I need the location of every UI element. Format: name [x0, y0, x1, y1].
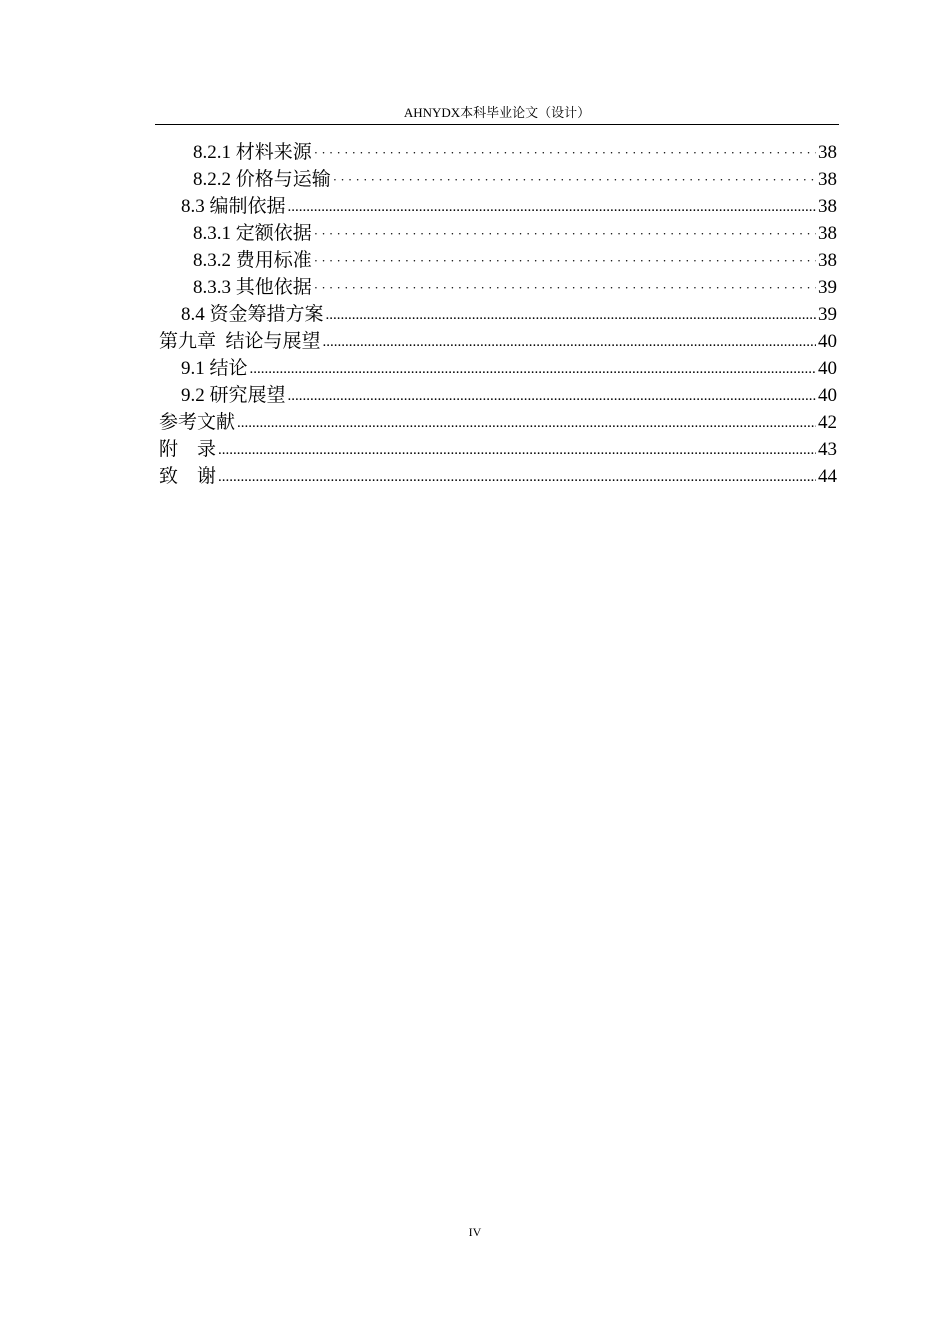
toc-entry-label: 致 谢 [159, 466, 217, 487]
toc-entry-label: 8.2.2 价格与运输 [193, 169, 331, 190]
toc-leader-dots [314, 247, 816, 274]
toc-entry-appendix[interactable] [159, 437, 837, 464]
page-number: IV [468, 1225, 482, 1239]
toc-entry-label: 8.2.1 材料来源 [193, 142, 312, 163]
toc-entry-8-3-2[interactable] [159, 248, 837, 275]
toc-entry-page: 38 [818, 250, 837, 271]
toc-entry-label: 8.3 编制依据 [181, 196, 286, 217]
toc-entry-label: 附 录 [159, 439, 217, 460]
toc-entry-label: 8.4 资金筹措方案 [181, 304, 324, 325]
toc-entry-label: 第九章 结论与展望 [159, 331, 321, 352]
toc-entry-label: 8.3.2 费用标准 [193, 250, 312, 271]
toc-entry-page: 40 [818, 358, 837, 379]
running-header: AHNYDX本科毕业论文（设计） [403, 105, 591, 120]
toc-entry-8-3[interactable] [159, 194, 837, 221]
toc-entry-label: 8.3.3 其他依据 [193, 277, 312, 298]
toc-entry-page: 43 [818, 439, 837, 460]
toc-entry-page: 39 [818, 277, 837, 298]
toc-leader-dots [237, 409, 816, 436]
toc-entry-page: 38 [818, 142, 837, 163]
toc-entry-9-1[interactable] [159, 356, 837, 383]
toc-entry-8-2-1[interactable] [159, 140, 837, 167]
toc-leader-dots [288, 193, 816, 220]
toc-entry-page: 38 [818, 169, 837, 190]
toc-entry-page: 39 [818, 304, 837, 325]
header-divider [155, 124, 839, 125]
toc-entry-page: 38 [818, 223, 837, 244]
toc-entry-8-2-2[interactable] [159, 167, 837, 194]
table-of-contents [159, 140, 837, 491]
toc-entry-label: 参考文献 [159, 412, 236, 433]
toc-entry-chapter-9[interactable] [159, 329, 837, 356]
toc-entry-acknowledgements[interactable] [159, 464, 837, 491]
toc-leader-dots [326, 301, 816, 328]
toc-entry-page: 40 [818, 331, 837, 352]
toc-entry-page: 38 [818, 196, 837, 217]
toc-leader-dots [333, 166, 816, 193]
toc-entry-9-2[interactable] [159, 383, 837, 410]
toc-leader-dots [314, 220, 816, 247]
toc-entry-label: 9.1 结论 [181, 358, 248, 379]
toc-leader-dots [323, 328, 816, 355]
toc-leader-dots [288, 382, 816, 409]
toc-leader-dots [314, 139, 816, 166]
toc-entry-8-3-1[interactable] [159, 221, 837, 248]
toc-leader-dots [218, 436, 816, 463]
toc-entry-label: 8.3.1 定额依据 [193, 223, 312, 244]
toc-leader-dots [314, 274, 816, 301]
toc-leader-dots [218, 463, 816, 490]
toc-entry-page: 44 [818, 466, 837, 487]
toc-entry-page: 42 [818, 412, 837, 433]
toc-entry-8-4[interactable] [159, 302, 837, 329]
toc-entry-label: 9.2 研究展望 [181, 385, 286, 406]
toc-entry-references[interactable] [159, 410, 837, 437]
toc-entry-page: 40 [818, 385, 837, 406]
toc-leader-dots [250, 355, 816, 382]
toc-entry-8-3-3[interactable] [159, 275, 837, 302]
